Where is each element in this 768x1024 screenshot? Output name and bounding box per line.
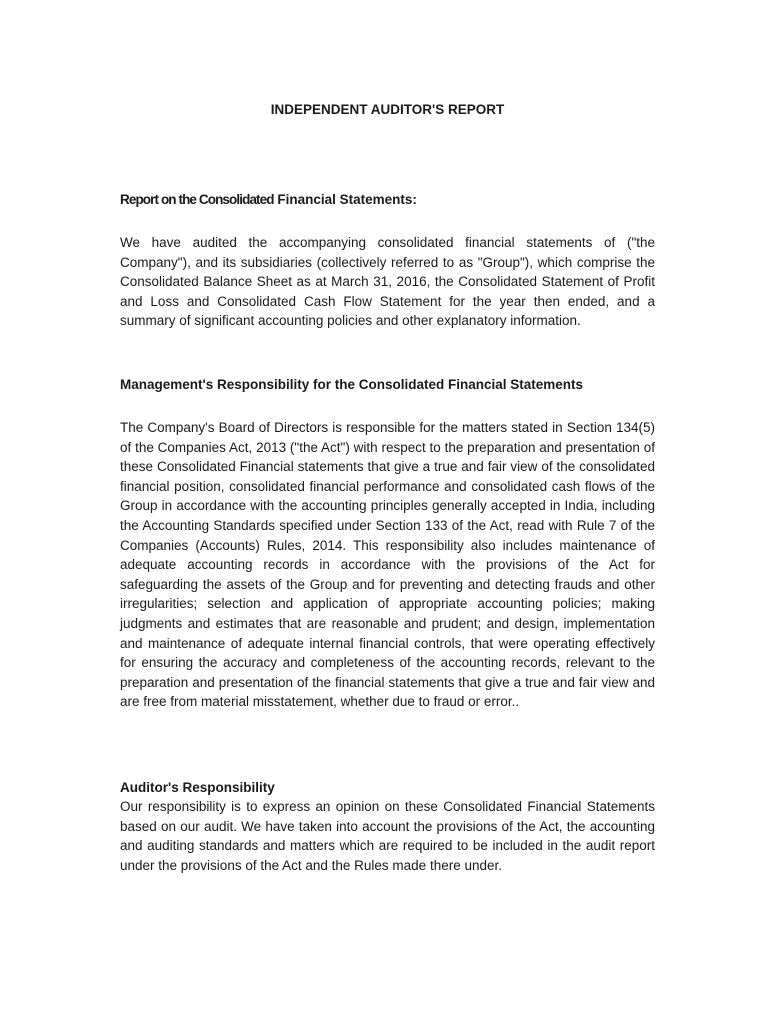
section-heading-report-suffix: Financial Statements: — [273, 192, 417, 207]
report-title: INDEPENDENT AUDITOR'S REPORT — [270, 102, 505, 117]
paragraph-scope-of-audit: We have audited the accompanying consolidated financial statements of ("the Company"), and its subsidiaries (collectively referred to as "Group"), which comprise the Consolidated Balance Sheet as at March 31, 2016, the Consolidated Statement of Profit and Loss and Consolidated Cash Flow Statement for the year then ended, and a summary of significant accounting policies and other explanatory information. — [120, 235, 655, 329]
section-heading-management-responsibility: Management's Responsibility for the Consolidated Financial Statements — [120, 377, 584, 392]
section-heading-report-prefix: Report on the Consolidated — [120, 192, 274, 207]
section-heading-report-on-statements — [120, 190, 417, 210]
section-heading-auditor-responsibility: Auditor's Responsibility — [120, 780, 275, 795]
paragraph-auditor-responsibility: Our responsibility is to express an opinion on these Consolidated Financial Statements based on our audit. We have taken into account the provisions of the Act, the accounting and auditing standards and matters which are required to be included in the audit report under the provisions of the Act and the Rules made there under. — [120, 799, 655, 873]
paragraph-management-responsibility: The Company's Board of Directors is responsible for the matters stated in Section 134(5) of the Companies Act, 2013 ("the Act") with respect to the preparation and presentation of these Consolidated Financial statements that give a true and fair view of the consolidated financial position, consolidated financial performance and consolidated cash flows of the Group in accordance with the accounting principles generally accepted in India, including the Accounting Standards specified under Section 133 of the Act, read with Rule 7 of the Companies (Accounts) Rules, 2014. This responsibility also includes maintenance of adequate accounting records in accordance with the provisions of the Act for safeguarding the assets of the Group and for preventing and detecting frauds and other irregularities; selection and application of appropriate accounting policies; making judgments and estimates that are reasonable and prudent; and design, implementation and maintenance of adequate internal financial controls, that were operating effectively for ensuring the accuracy and completeness of the accounting records, relevant to the preparation and presentation of the financial statements that give a true and fair view and are free from material misstatement, whether due to fraud or error.. — [120, 420, 655, 710]
